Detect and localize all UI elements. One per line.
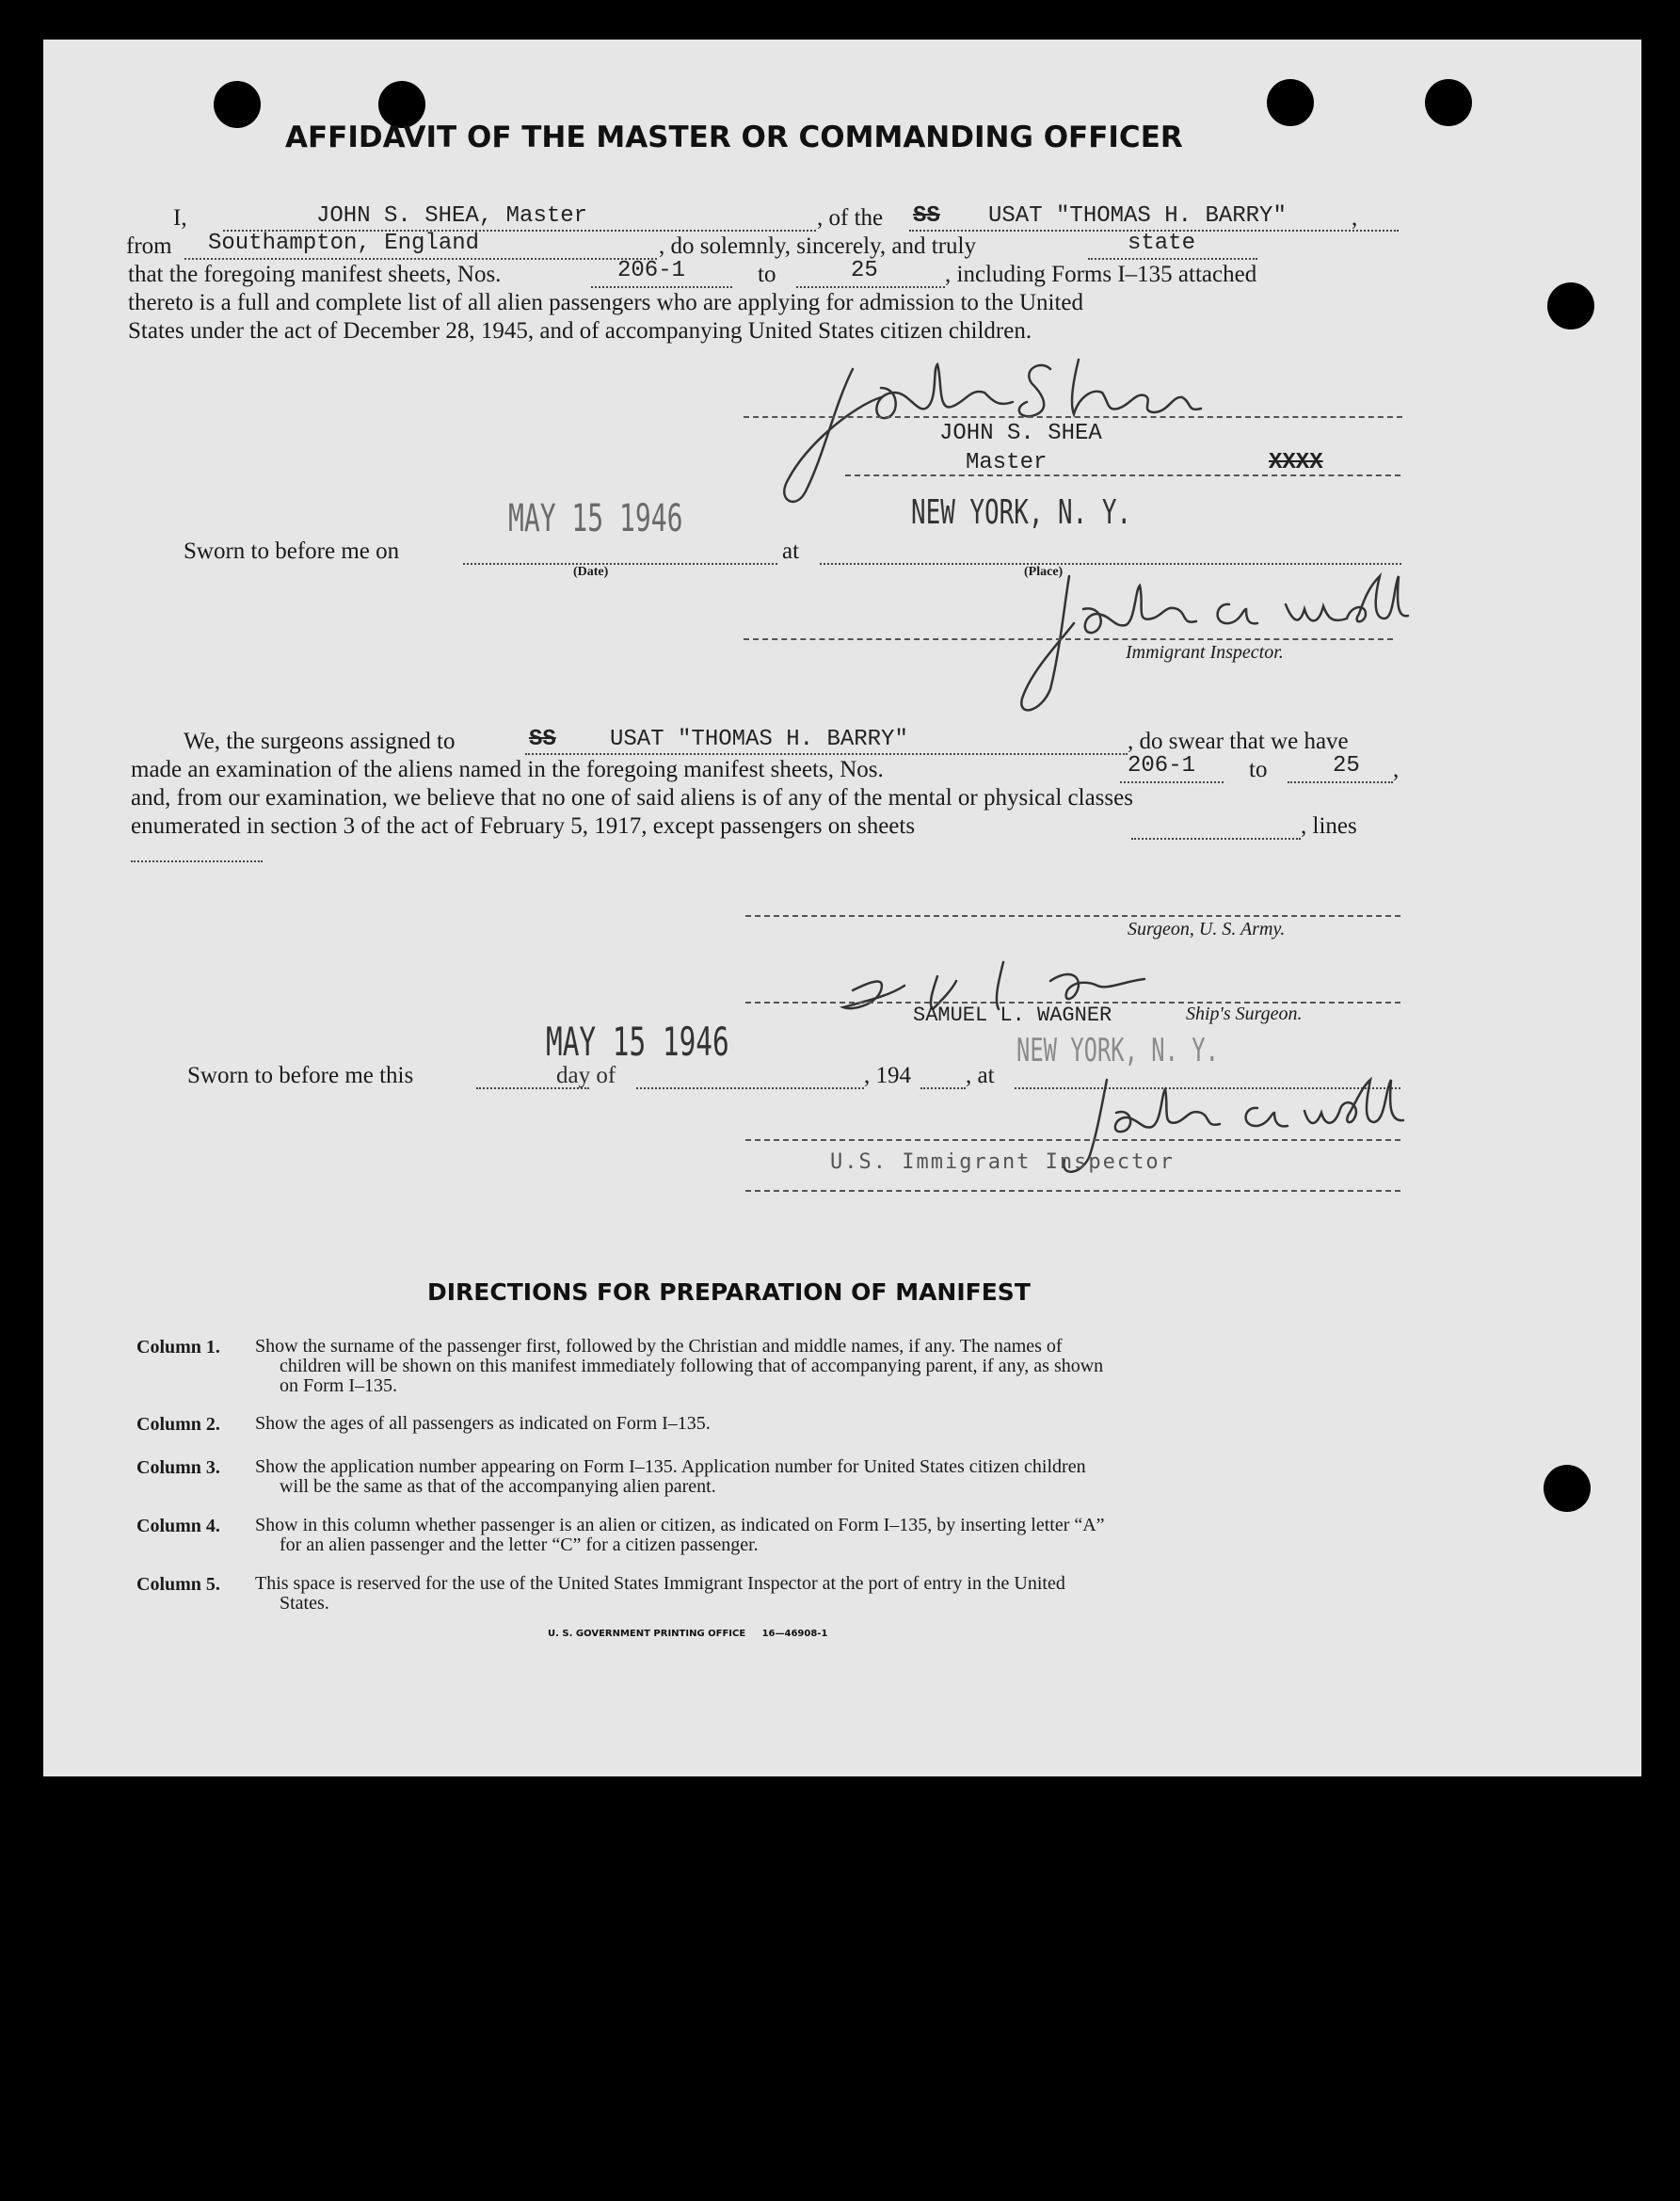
master-typed-title: Master — [966, 450, 1048, 475]
column-2-line1: Show the ages of all passengers as indicated on Form I–135. — [255, 1413, 711, 1434]
inspector-signature-line-2 — [745, 1139, 1400, 1141]
column-1-label: Column 1. — [136, 1337, 220, 1358]
punch-hole — [1267, 79, 1314, 126]
master-typed-name: JOHN S. SHEA — [939, 421, 1102, 446]
column-1-line3: on Form I–135. — [280, 1375, 397, 1396]
state-field-line — [1088, 258, 1257, 260]
punch-hole — [1425, 79, 1472, 126]
sheet-to-line — [796, 286, 945, 288]
punch-hole — [1547, 282, 1594, 329]
struck-ss: SS — [913, 203, 940, 229]
column-5-line2: States. — [280, 1593, 329, 1614]
date-field-line — [463, 563, 777, 565]
master-name-value: JOHN S. SHEA, Master — [316, 203, 588, 229]
column-3-label: Column 3. — [136, 1457, 220, 1478]
date-stamp: MAY 15 1946 — [508, 497, 683, 540]
struck-ss-2: SS — [529, 727, 556, 752]
place-stamp: NEW YORK, N. Y. — [911, 493, 1132, 532]
sworn-this-label: Sworn to before me this — [187, 1063, 414, 1088]
year-label: , 194 — [864, 1063, 911, 1088]
punch-hole — [214, 81, 261, 128]
port-field-line — [184, 258, 657, 260]
ship-surgeon-caption: Ship's Surgeon. — [1186, 1004, 1303, 1024]
lines-field-line — [131, 860, 263, 862]
printer-imprint: U. S. GOVERNMENT PRINTING OFFICE 16—46908-1 — [548, 1629, 828, 1639]
intro-line4: thereto is a full and complete list of all alien passengers who are applying for admission to the United — [128, 290, 1084, 315]
from-label: from — [126, 233, 172, 259]
column-5-text — [255, 1574, 1356, 1614]
column-1-text — [255, 1337, 1356, 1396]
army-surgeon-line — [745, 915, 1400, 917]
surgeon-sheet-from-value: 206-1 — [1128, 753, 1196, 779]
including-text: , including Forms I–135 attached — [945, 262, 1257, 287]
inspector-title-line — [745, 1190, 1400, 1192]
year-field-line — [920, 1087, 966, 1089]
directions-title: DIRECTIONS FOR PREPARATION OF MANIFEST — [427, 1278, 1031, 1306]
surgeons-line4: enumerated in section 3 of the act of February 5, 1917, except passengers on sheets — [131, 813, 916, 839]
column-5-line1: This space is reserved for the use of the United States Immigrant Inspector at the port of entry in the United — [255, 1573, 1065, 1594]
sheet-from-line — [591, 286, 732, 288]
at-label-2: , at — [966, 1063, 995, 1088]
surgeon-sheet-to-line — [1288, 781, 1393, 783]
date-caption: (Date) — [573, 565, 609, 579]
place-caption: (Place) — [1024, 565, 1064, 579]
column-4-line1: Show in this column whether passenger is an alien or citizen, as indicated on Form I–135, by inserting letter “A” — [255, 1515, 1105, 1535]
punch-hole — [1544, 1465, 1591, 1512]
column-3-line1: Show the application number appearing on Form I–135. Application number for United States citizen children — [255, 1456, 1086, 1477]
column-1-line1: Show the surname of the passenger first, followed by the Christian and middle names, if any. The names of — [255, 1336, 1063, 1357]
column-3-text — [255, 1457, 1356, 1497]
sheet-from-value: 206-1 — [617, 258, 686, 283]
inspector-signature-line-1 — [744, 638, 1393, 640]
surgeon-comma: , — [1393, 757, 1400, 782]
sworn-label: Sworn to before me on — [184, 538, 400, 564]
surgeon-to-label: to — [1249, 757, 1268, 782]
do-solemnly-text: , do solemnly, sincerely, and truly — [659, 233, 976, 259]
we-surgeons-text: We, the surgeons assigned to — [184, 729, 456, 754]
do-swear-text: , do swear that we have — [1128, 729, 1349, 754]
army-surgeon-caption: Surgeon, U. S. Army. — [1128, 919, 1286, 940]
day-of-label: day of — [556, 1063, 616, 1088]
sworn2-place-stamp: NEW YORK, N. Y. — [1016, 1032, 1219, 1069]
surgeon-sheet-from-line — [1120, 781, 1224, 783]
surgeons-line2: made an examination of the aliens named in the foregoing manifest sheets, Nos. — [131, 757, 884, 782]
column-1-line2: children will be shown on this manifest immediately following that of accompanying parent, if any, as shown — [280, 1356, 1104, 1376]
struck-title: XXXX — [1269, 450, 1323, 475]
month-field-line — [636, 1087, 864, 1089]
state-value: state — [1128, 231, 1196, 256]
column-4-text — [255, 1516, 1356, 1555]
comma: , — [1352, 205, 1358, 231]
sheet-to-value: 25 — [851, 258, 878, 283]
inspector-stamp: U.S. Immigrant Inspector — [830, 1150, 1175, 1174]
column-2-text — [255, 1414, 1356, 1434]
affidavit-title: AFFIDAVIT OF THE MASTER OR COMMANDING OFFICER — [285, 120, 1183, 154]
master-signature-line — [744, 416, 1402, 418]
to-label: to — [758, 262, 776, 287]
ship-surgeon-name: SAMUEL L. WAGNER — [913, 1004, 1112, 1027]
sworn2-date-stamp: MAY 15 1946 — [546, 1019, 729, 1065]
document-page — [43, 40, 1641, 1776]
port-value: Southampton, England — [208, 231, 480, 256]
lines-word: , lines — [1301, 813, 1357, 839]
surgeon-vessel-value: USAT "THOMAS H. BARRY" — [610, 727, 908, 752]
surgeon-sheet-to-value: 25 — [1333, 753, 1360, 779]
surgeon-vessel-line — [525, 753, 1128, 755]
column-5-label: Column 5. — [136, 1574, 220, 1595]
vessel-value: USAT "THOMAS H. BARRY" — [988, 203, 1287, 229]
except-sheets-line — [1131, 838, 1301, 840]
column-3-line2: will be the same as that of the accompanying alien parent. — [280, 1476, 716, 1497]
intro-i: I, — [173, 205, 187, 231]
intro-line5: States under the act of December 28, 1945, and of accompanying United States citizen children. — [128, 318, 1032, 344]
of-the-label: , of the — [817, 205, 884, 231]
surgeons-line3: and, from our examination, we believe that no one of said aliens is of any of the mental or physical classes — [131, 785, 1133, 811]
place-field-line — [820, 563, 1401, 565]
column-4-line2: for an alien passenger and the letter “C” for a citizen passenger. — [280, 1534, 759, 1555]
at-label: at — [782, 538, 800, 564]
column-4-label: Column 4. — [136, 1516, 220, 1536]
immigrant-inspector-caption: Immigrant Inspector. — [1126, 642, 1284, 663]
column-2-label: Column 2. — [136, 1414, 220, 1435]
foregoing-text: that the foregoing manifest sheets, Nos. — [128, 262, 502, 287]
